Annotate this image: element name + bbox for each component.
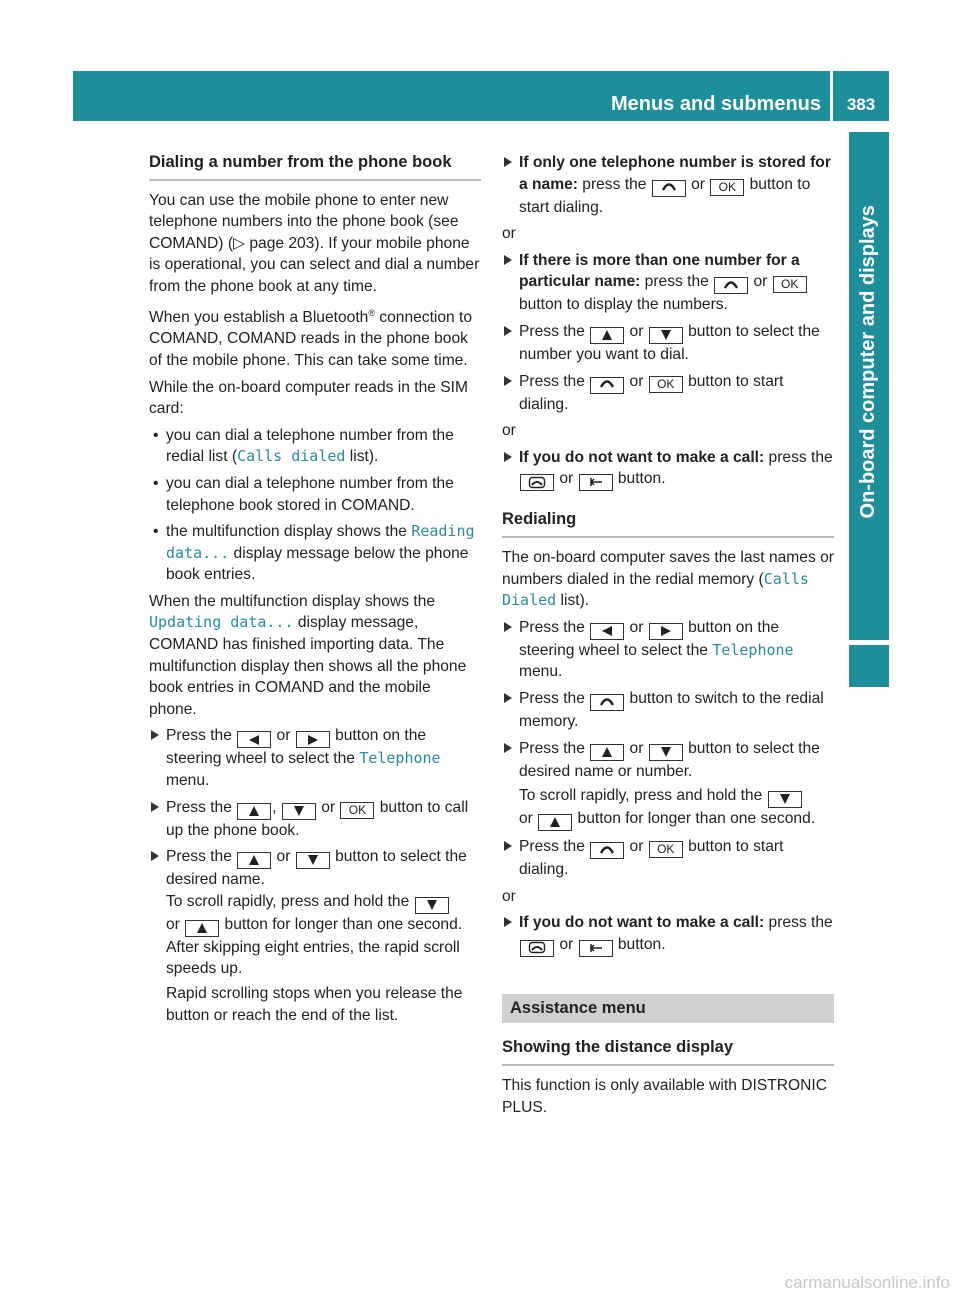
paragraph: This function is only available with DISTRONIC PLUS. bbox=[502, 1077, 827, 1116]
down-arrow-key-icon bbox=[649, 327, 683, 344]
phone-call-key-icon bbox=[714, 277, 748, 294]
instruction-step: If there is more than one number for a particular name: press the or OK button to display the numbers. bbox=[502, 250, 834, 316]
ok-key-icon: OK bbox=[649, 376, 683, 393]
page-title: Menus and submenus bbox=[610, 93, 821, 115]
instruction-step: Press the or button on the steering wheel to select the Telephone menu. bbox=[149, 725, 481, 791]
phone-call-key-icon bbox=[590, 842, 624, 859]
down-arrow-key-icon bbox=[649, 744, 683, 761]
up-arrow-key-icon bbox=[185, 920, 219, 937]
side-tab-label-wrap bbox=[849, 132, 889, 592]
left-column bbox=[149, 152, 481, 1031]
ok-key-icon: OK bbox=[773, 276, 807, 293]
ok-key-icon: OK bbox=[340, 802, 374, 819]
instruction-step: If you do not want to make a call: press the or button. bbox=[502, 912, 834, 957]
instruction-step: Press the or button to select the desired name or number. To scroll rapidly, press and hold the or button for longer than one second. bbox=[502, 738, 834, 832]
list-item: • you can dial a telephone number from the redial list (Calls dialed list). bbox=[149, 425, 481, 468]
left-arrow-key-icon bbox=[590, 623, 624, 640]
watermark: carmanualsonline.info bbox=[784, 1273, 950, 1292]
paragraph: When you establish a Bluetooth® connection to COMAND, COMAND reads in the phone book of the mobile phone. This can take some time. bbox=[149, 307, 473, 369]
side-marker bbox=[849, 645, 889, 687]
phone-call-key-icon bbox=[590, 377, 624, 394]
instruction-note: Rapid scrolling stops when you release the button or reach the end of the list. bbox=[166, 985, 463, 1024]
instruction-step: Press the , or OK button to call up the phone book. bbox=[149, 797, 481, 842]
phone-call-key-icon bbox=[652, 180, 686, 197]
right-column bbox=[502, 152, 834, 1123]
instruction-step: Press the or OK button to start dialing. bbox=[502, 836, 834, 881]
instruction-step: Press the or button to select the desired name. To scroll rapidly, press and hold the or button for longer than one second. After skipping eight entries, the rapid scroll speeds up. Rapid scrolling stops when you release the button or reach the end of the list. bbox=[149, 846, 481, 1026]
right-arrow-key-icon bbox=[649, 623, 683, 640]
list-item: • you can dial a telephone number from the telephone book stored in COMAND. bbox=[149, 473, 481, 516]
instruction-step: Press the button to switch to the redial memory. bbox=[502, 688, 834, 733]
back-key-icon bbox=[579, 940, 613, 957]
paragraph: You can use the mobile phone to enter new telephone numbers into the phone book (see COMAND) (▷ page 203). If your mobile phone is operational, you can select and dial a number from the phone book at any time. bbox=[149, 191, 480, 295]
right-arrow-key-icon bbox=[296, 731, 330, 748]
paragraph: While the on-board computer reads in the SIM card: bbox=[149, 378, 468, 418]
hang-up-key-icon bbox=[520, 940, 554, 957]
section-heading-distance: Showing the distance display bbox=[502, 1037, 834, 1066]
up-arrow-key-icon bbox=[237, 803, 271, 820]
or-text: or bbox=[502, 422, 516, 440]
instruction-step: Press the or button to select the number you want to dial. bbox=[502, 321, 834, 366]
down-arrow-key-icon bbox=[415, 897, 449, 914]
up-arrow-key-icon bbox=[237, 852, 271, 869]
instruction-step: Press the or OK button to start dialing. bbox=[502, 371, 834, 416]
side-tab-label: On-board computer and displays bbox=[857, 205, 880, 519]
down-arrow-key-icon bbox=[282, 803, 316, 820]
paragraph: When the multifunction display shows the Updating data... display message, COMAND has finished importing data. The multifunction display then shows all the phone book entries in COMAND and the mobile phone. bbox=[149, 592, 467, 718]
back-key-icon bbox=[579, 474, 613, 491]
page-number: 383 bbox=[846, 95, 876, 114]
paragraph: The on-board computer saves the last names or numbers dialed in the redial memory (Calls Dialed list). bbox=[502, 548, 834, 610]
section-heading-phone-book: Dialing a number from the phone book bbox=[149, 152, 481, 181]
or-text: or bbox=[502, 225, 516, 243]
down-arrow-key-icon bbox=[768, 791, 802, 808]
hang-up-key-icon bbox=[520, 474, 554, 491]
up-arrow-key-icon bbox=[590, 327, 624, 344]
instruction-step: Press the or button on the steering wheel to select the Telephone menu. bbox=[502, 617, 834, 683]
up-arrow-key-icon bbox=[538, 814, 572, 831]
ok-key-icon: OK bbox=[649, 841, 683, 858]
ok-key-icon: OK bbox=[710, 179, 744, 196]
down-arrow-key-icon bbox=[296, 852, 330, 869]
section-heading-redialing: Redialing bbox=[502, 509, 834, 538]
left-arrow-key-icon bbox=[237, 731, 271, 748]
assistance-menu-banner: Assistance menu bbox=[502, 994, 834, 1024]
up-arrow-key-icon bbox=[590, 744, 624, 761]
list-item: • the multifunction display shows the Reading data... display message below the phone book entries. bbox=[149, 521, 481, 586]
instruction-step: If only one telephone number is stored for a name: press the or OK button to start dialing. bbox=[502, 152, 834, 218]
or-text: or bbox=[502, 887, 516, 905]
phone-call-key-icon bbox=[590, 694, 624, 711]
instruction-step: If you do not want to make a call: press the or button. bbox=[502, 447, 834, 492]
